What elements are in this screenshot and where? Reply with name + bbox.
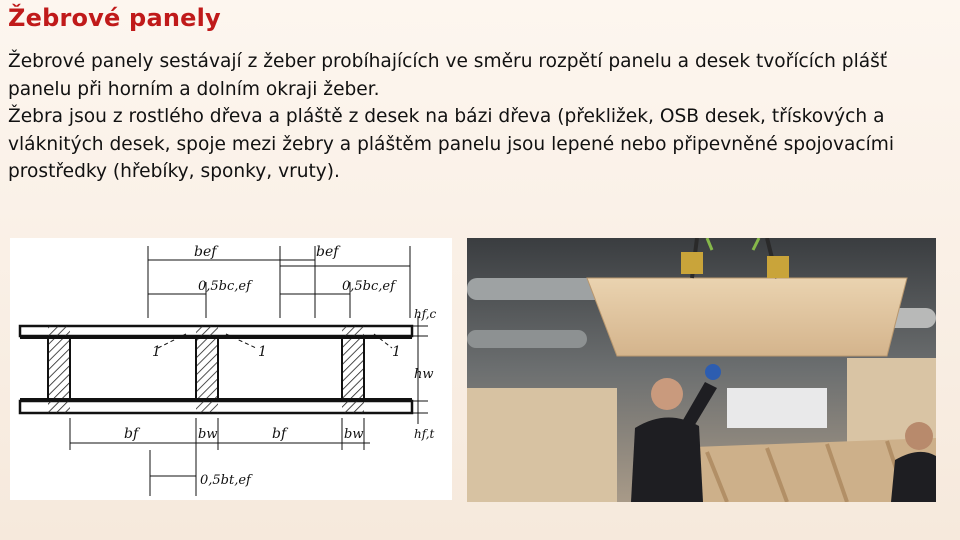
- label-hft: hf,t: [414, 427, 435, 441]
- label-bf-right: bf: [272, 426, 287, 442]
- label-callout-1a: 1: [152, 344, 161, 360]
- slide-body: [8, 48, 952, 186]
- factory-photo-ribbed-panel-lifting: [467, 238, 936, 502]
- label-bef-left: bef: [194, 244, 217, 260]
- slide-title: Žebrové panely: [8, 4, 221, 32]
- label-bw-left: bw: [198, 427, 218, 442]
- paragraph-ribs-description: Žebrové panely sestávají z žeber probíhajících ve směru rozpětí panelu a desek tvořících plášť panelu při horním a dolním okraji žeber.: [8, 51, 888, 100]
- label-bw-right: bw: [344, 427, 364, 442]
- paragraph-materials-description: Žebra jsou z rostlého dřeva a pláště z desek na bázi dřeva (překližek, OSB desek, třískových a vláknitých desek, spoje mezi žebry a pláštěm panelu jsou lepené nebo připevněné spojovacími prostředky (hřebíky, sponky, vruty).: [8, 106, 895, 182]
- label-half-bcef-left: 0,5bc,ef: [198, 279, 251, 294]
- label-hw: hw: [414, 367, 434, 382]
- label-hfc: hf,c: [414, 307, 437, 321]
- label-bf-left: bf: [124, 426, 139, 442]
- label-half-btef: 0,5bt,ef: [200, 473, 251, 488]
- label-bef-right: bef: [316, 244, 339, 260]
- label-callout-1b: 1: [258, 344, 267, 360]
- label-half-bcef-right: 0,5bc,ef: [342, 279, 395, 294]
- label-callout-1c: 1: [392, 344, 401, 360]
- ribbed-panel-cross-section-diagram: [10, 238, 452, 500]
